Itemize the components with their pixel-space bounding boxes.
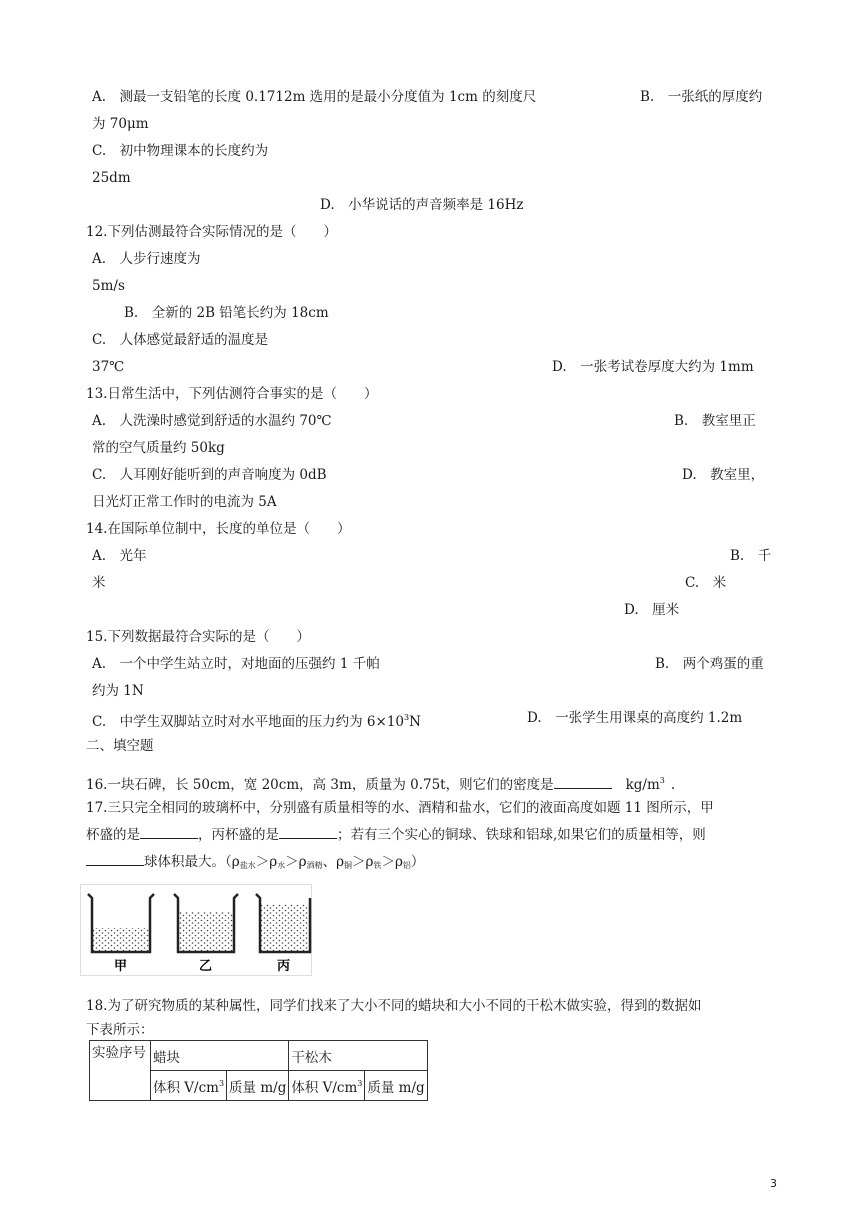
q15-option-b-cont: 约为 1N [92, 683, 144, 699]
q16-unit-exponent: 3 [659, 776, 665, 785]
beaker-yi [174, 894, 238, 952]
q17-blank-3 [86, 853, 144, 866]
q15-option-b: B. 两个鸡蛋的重 [655, 656, 764, 672]
subscript-iron: 铁 [373, 861, 382, 870]
q17-blank-2 [279, 826, 337, 839]
q15-option-a: A. 一个中学生站立时，对地面的压强约 1 千帕 [92, 656, 380, 672]
q12-option-b: B. 全新的 2B 铅笔长约为 18cm [124, 305, 329, 321]
q15-option-d: D. 一张学生用课桌的高度约 1.2m [527, 710, 743, 726]
q17-text-b: ，丙杯盛的是 [198, 827, 279, 843]
q13-option-a: A. 人洗澡时感觉到舒适的水温约 70℃ [92, 413, 332, 429]
subscript-aluminum: 铝 [402, 861, 411, 870]
q17-blank-1 [140, 826, 198, 839]
q17-text-c: ；若有三个实心的铜球、铁球和铝球,如果它们的质量相等，则 [337, 827, 706, 843]
liquid-yi [178, 912, 234, 952]
q14-option-b-cont: 米 [92, 575, 106, 591]
q13-option-d-cont: 日光灯正常工作时的电流为 5A [92, 494, 277, 510]
rho-symbol: ρ [298, 854, 307, 870]
volume-label: 体积 V/cm [291, 1079, 358, 1096]
q17-text-a: 杯盛的是 [86, 827, 140, 843]
q17-line-2 [86, 826, 706, 844]
q17-line-1: 17.三只完全相同的玻璃杯中，分别盛有质量相等的水、酒精和盐水，它们的液面高度如题 11 图所示，甲 [86, 800, 714, 816]
subscript-water: 水 [277, 861, 286, 870]
table-header-wax: 蜡块 [151, 1041, 289, 1071]
cup-label-jia: 甲 [114, 959, 128, 974]
rho-symbol: ρ [269, 854, 278, 870]
q11-option-c-cont: 25dm [92, 170, 131, 186]
q11-option-b: B. 一张纸的厚度约 [640, 89, 763, 105]
q13-option-d: D. 教室里， [682, 467, 765, 483]
q16-text: 16.一块石碑，长 50cm，宽 20cm，高 3m，质量为 0.75t，则它们的密度是 [86, 777, 554, 793]
subscript-copper: 铜 [344, 861, 352, 870]
beaker-jia [88, 894, 154, 952]
q16-period: . [670, 777, 676, 793]
q18-line-1: 18.为了研究物质的某种属性，同学们找来了大小不同的蜡块和大小不同的干松木做实验，得到的数据如 [86, 998, 702, 1014]
liquid-jia [92, 928, 150, 952]
q18-line-2: 下表所示： [86, 1022, 154, 1038]
volume-unit-exponent: 3 [357, 1078, 363, 1088]
q11-option-d: D. 小华说话的声音频率是 16Hz [320, 197, 524, 213]
table-header-pine-mass: 质量 m/g [365, 1071, 427, 1101]
q12-option-c: C. 人体感觉最舒适的温度是 [92, 332, 269, 348]
table-header-pine-volume [289, 1071, 365, 1101]
page-number: 3 [770, 1177, 777, 1190]
table-header-index: 实验序号 [90, 1041, 151, 1101]
q15-option-c [92, 709, 421, 731]
q11-option-c: C. 初中物理课本的长度约为 [92, 143, 269, 159]
q15-option-c-exponent: 3 [404, 713, 410, 722]
q14-option-a: A. 光年 [92, 548, 147, 564]
rho-symbol: ρ [231, 854, 240, 870]
rho-symbol: ρ [336, 854, 344, 870]
q12-option-c-cont: 37℃ [92, 359, 125, 375]
q13-option-b: B. 教室里正 [674, 413, 756, 429]
q16-unit: kg/m [625, 777, 660, 793]
table-header-wax-volume [151, 1071, 227, 1101]
q14-option-c: C. 米 [685, 575, 727, 591]
greater-than: ＞ [352, 854, 366, 870]
subscript-salt-water: 盐水 [239, 861, 256, 870]
q12-option-a-cont: 5m/s [92, 278, 125, 294]
table-header-wax-mass: 质量 m/g [227, 1071, 289, 1101]
greater-than: ＞ [255, 854, 270, 870]
volume-label: 体积 V/cm [153, 1079, 219, 1096]
table-header-pine: 干松木 [289, 1041, 427, 1071]
q14-option-b: B. 千 [730, 548, 772, 564]
liquid-bing [260, 904, 310, 952]
q14-stem: 14.在国际单位制中，长度的单位是（ ） [86, 521, 351, 537]
separator: 、 [322, 854, 337, 870]
cup-label-yi: 乙 [199, 959, 213, 974]
q13-option-c: C. 人耳刚好能听到的声音响度为 0dB [92, 467, 327, 483]
volume-unit-exponent: 3 [218, 1078, 225, 1088]
q17-line-3 [86, 853, 424, 875]
beakers-figure [80, 884, 312, 976]
greater-than: ＞ [285, 854, 299, 870]
q15-stem: 15.下列数据最符合实际的是（ ） [86, 629, 310, 645]
q15-option-c-text: C. 中学生双脚站立时对水平地面的压力约为 6×10 [92, 714, 405, 730]
q14-option-d: D. 厘米 [624, 602, 680, 618]
greater-than: ＞ [381, 854, 395, 870]
q12-option-a: A. 人步行速度为 [92, 251, 201, 267]
q12-stem: 12.下列估测最符合实际情况的是（ ） [86, 224, 337, 240]
q16-answer-blank [554, 776, 612, 789]
cup-label-bing: 丙 [277, 959, 291, 974]
close-paren: ） [410, 854, 425, 870]
beaker-bing [256, 894, 310, 952]
q11-option-a: A. 测最一支铅笔的长度 0.1712m 选用的是最小分度值为 1cm 的刻度尺 [92, 89, 537, 105]
experiment-table [89, 1040, 428, 1101]
section-heading-fill-blank: 二、填空题 [86, 738, 154, 754]
rho-symbol: ρ [365, 854, 374, 870]
subscript-alcohol: 酒精 [306, 861, 323, 870]
q13-option-b-cont: 常的空气质量约 50kg [92, 440, 225, 456]
q17-text-d: 球体积最大。（ [144, 854, 232, 870]
q15-option-c-unit: N [409, 714, 421, 730]
q12-option-d: D. 一张考试卷厚度大约为 1mm [552, 359, 754, 375]
rho-symbol: ρ [394, 854, 403, 870]
q16-line [86, 772, 675, 794]
q11-option-b-cont: 为 70μm [92, 116, 149, 132]
q13-stem: 13.日常生活中，下列估测符合事实的是（ ） [86, 386, 378, 402]
